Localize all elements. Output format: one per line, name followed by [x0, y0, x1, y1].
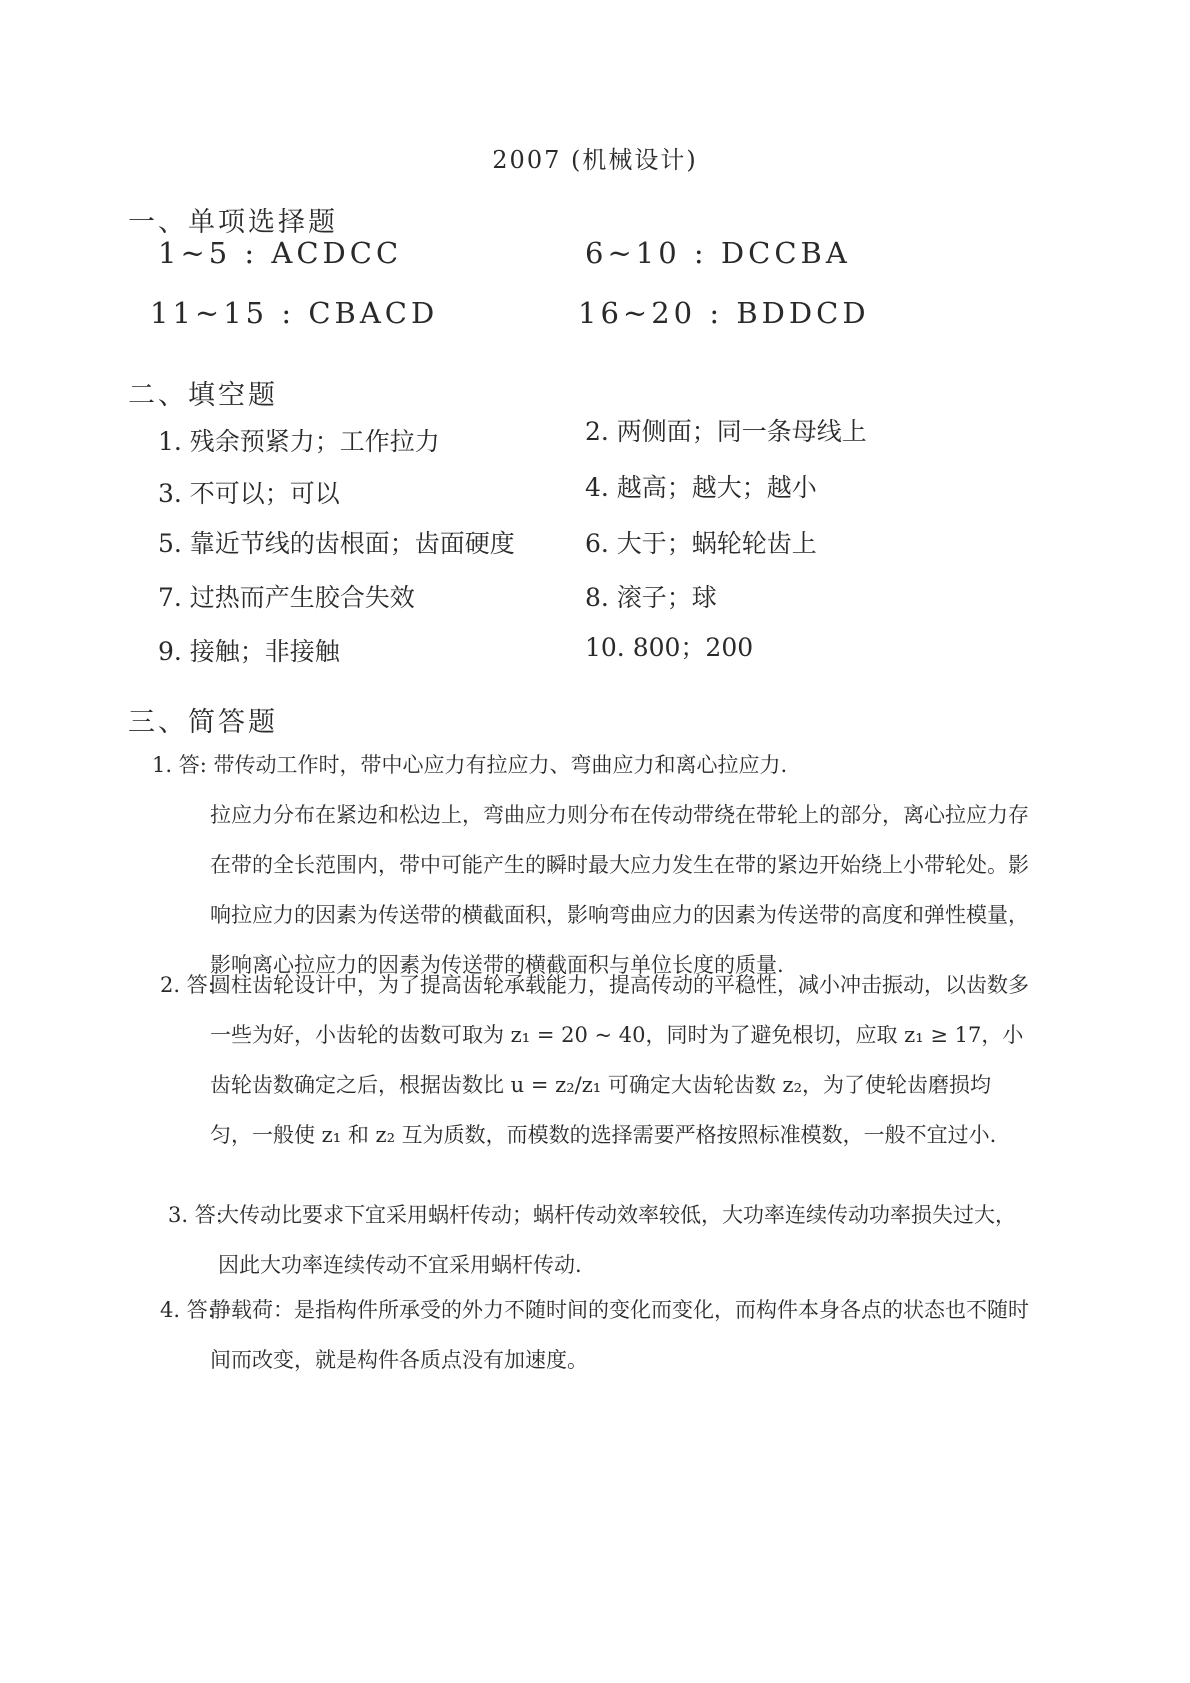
mc-row-2-right: 16~20 : BDDCD: [578, 296, 870, 330]
answer-text: 静载荷：是指构件所承受的外力不随时间的变化而变化，而构件本身各点的状态也不随时间而改变，就是构件各质点没有加速度。: [210, 1298, 1029, 1372]
answer-text: 拉应力分布在紧边和松边上，弯曲应力则分布在传动带绕在带轮上的部分，离心拉应力存在带的全长范围内，带中可能产生的瞬时最大应力发生在带的紧边开始绕上小带轮处。影响拉应力的因素为传送带的横截面积，影响弯曲应力的因素为传送带的高度和弹性模量，影响离心拉应力的因素为传送带的横截面积与单位长度的质量.: [210, 803, 1029, 977]
mc-range: 6~10: [585, 236, 681, 270]
mc-answers: DCCBA: [720, 236, 851, 270]
mc-row-1-left: 1~5 : ACDCC: [158, 236, 403, 270]
fill-item-5: 5. 靠近节线的齿根面；齿面硬度: [158, 529, 515, 558]
mc-range: 1~5: [158, 236, 232, 270]
answer-text: 大传动比要求下宜采用蜗杆传动；蜗杆传动效率较低，大功率连续传动功率损失过大，因此大功率连续传动不宜采用蜗杆传动.: [218, 1203, 1016, 1277]
answer-label: 4. 答:: [160, 1298, 215, 1322]
mc-range: 11~15: [150, 296, 269, 330]
short-answer-2: [160, 960, 1032, 1180]
section2-heading: 二、填空题: [128, 380, 278, 411]
section1-heading: 一、单项选择题: [128, 207, 338, 238]
fill-item-4: 4. 越高；越大；越小: [585, 473, 817, 502]
fill-item-6: 6. 大于；蜗轮轮齿上: [585, 529, 817, 558]
answer-label: 1. 答:: [152, 753, 207, 777]
answer-first-line: 带传动工作时，带中心应力有拉应力、弯曲应力和离心拉应力.: [213, 753, 788, 777]
fill-item-1: 1. 残余预紧力；工作拉力: [158, 427, 440, 456]
answer-label: 2. 答:: [160, 973, 215, 997]
fill-item-7: 7. 过热而产生胶合失效: [158, 583, 415, 612]
mc-row-1-right: 6~10 : DCCBA: [585, 236, 851, 270]
fill-item-9: 9. 接触；非接触: [158, 637, 340, 666]
mc-answers: BDDCD: [736, 296, 870, 330]
short-answer-3: [168, 1190, 1032, 1300]
page-title: 2007 (机械设计): [492, 146, 698, 174]
fill-item-2: 2. 两侧面；同一条母线上: [585, 417, 867, 446]
short-answer-1: [152, 740, 1032, 977]
mc-row-2-left: 11~15 : CBACD: [150, 296, 439, 330]
fill-item-10: 10. 800；200: [585, 633, 754, 662]
short-answer-4: [160, 1285, 1032, 1395]
mc-answers: CBACD: [308, 296, 439, 330]
fill-item-3: 3. 不可以；可以: [158, 479, 340, 508]
fill-item-8: 8. 滚子；球: [585, 583, 717, 612]
section3-heading: 三、简答题: [128, 707, 278, 738]
mc-answers: ACDCC: [271, 236, 403, 270]
mc-range: 16~20: [578, 296, 697, 330]
answer-text: 圆柱齿轮设计中，为了提高齿轮承载能力，提高传动的平稳性，减小冲击振动，以齿数多一些为好，小齿轮的齿数可取为 z₁ = 20 ~ 40，同时为了避免根切，应取 z₁ ≥ 17，小齿轮齿数确定之后，根据齿数比 u = z₂/z₁ 可确定大齿轮齿数 z₂，为了使轮齿磨损均匀，一般使 z₁ 和 z₂ 互为质数，而模数的选择需要严格按照标准模数，一般不宜过小.: [210, 973, 1029, 1147]
answer-label: 3. 答:: [168, 1203, 223, 1227]
